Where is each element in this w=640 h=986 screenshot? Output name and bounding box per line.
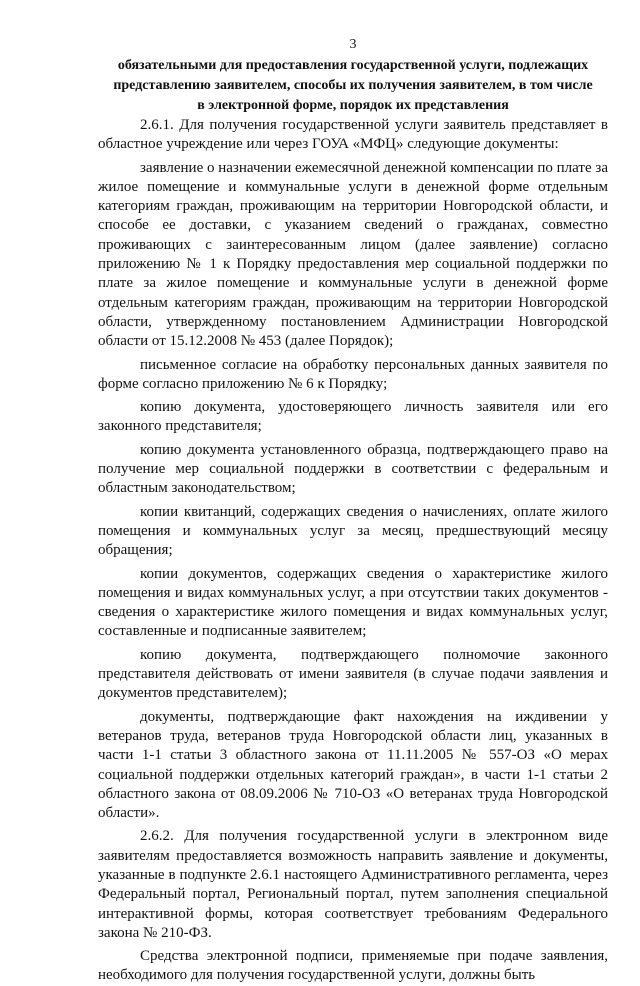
heading-line: обязательными для предоставления государственной услуги, подлежащих [117,58,589,73]
paragraph: 2.6.1. Для получения государственной услуги заявитель представляет в областное учреждение или через ГОУА «МФЦ» следующие документы: [98,117,608,153]
heading-line: в электронной форме, порядок их представления [197,98,509,113]
heading-line: представлению заявителем, способы их получения заявителем, в том числе [113,78,593,93]
paragraph: Средства электронной подписи, применяемые при подаче заявления, необходимого для получения государственной услуги, должны быть [98,948,608,984]
paragraph: письменное согласие на обработку персональных данных заявителя по форме согласно приложению № 6 к Порядку; [98,356,608,392]
document-page [98,36,608,986]
page-number: 3 [349,37,357,52]
paragraph: копию документа, подтверждающего полномочие законного представителя действовать от имени заявителя (в случае подачи заявления и документов представителем); [98,646,608,702]
paragraph: документы, подтверждающие факт нахождения на иждивении у ветеранов труда, ветеранов труда Новгородской области лиц, указанных в части 1-1 статьи 3 областного закона от 11.11.2005 № 557-ОЗ «О мерах социальной поддержки отдельных категорий граждан», в части 1-1 статьи 2 областного закона от 08.09.2006 № 710-ОЗ «О ветеранах труда Новгородской области». [98,708,608,822]
section-heading [98,56,608,115]
paragraph: копии документов, содержащих сведения о характеристике жилого помещения и видах коммунальных услуг, а при отсутствии таких документов - сведения о характеристике жилого помещения и видах коммунальных услуг, составленные и подписанные заявителем; [98,565,608,640]
paragraph: 2.6.2. Для получения государственной услуги в электронном виде заявителям предоставляется возможность направить заявление и документы, указанные в подпункте 2.6.1 настоящего Административного регламента, через Федеральный портал, Региональный портал, путем заполнения специальной интерактивной формы, которая соответствует требованиям Федерального закона № 210-ФЗ. [98,828,608,941]
paragraph: копию документа, удостоверяющего личность заявителя или его законного представителя; [98,399,608,435]
paragraph: заявление о назначении ежемесячной денежной компенсации по плате за жилое помещение и коммунальные услуги в денежной форме отдельным категориям граждан, проживающим на территории Новгородской области, и способе ее доставки, с указанием сведений о гражданах, совместно проживающих с заинтересованным лицом (далее заявление) согласно приложению № 1 к Порядку предоставления мер социальной поддержки по плате за жилое помещение и коммунальные услуги в денежной форме отдельным категориям граждан, проживающим на территории Новгородской области, утвержденному постановлением Администрации Новгородской области от 15.12.2008 № 453 (далее Порядок); [98,159,608,350]
document-body [98,116,608,986]
paragraph: копии квитанций, содержащих сведения о начислениях, оплате жилого помещения и коммунальных услуг за месяц, предшествующий месяцу обращения; [98,503,608,559]
paragraph: копию документа установленного образца, подтверждающего право на получение мер социальной поддержки в соответствии с федеральным и областным законодательством; [98,441,608,497]
